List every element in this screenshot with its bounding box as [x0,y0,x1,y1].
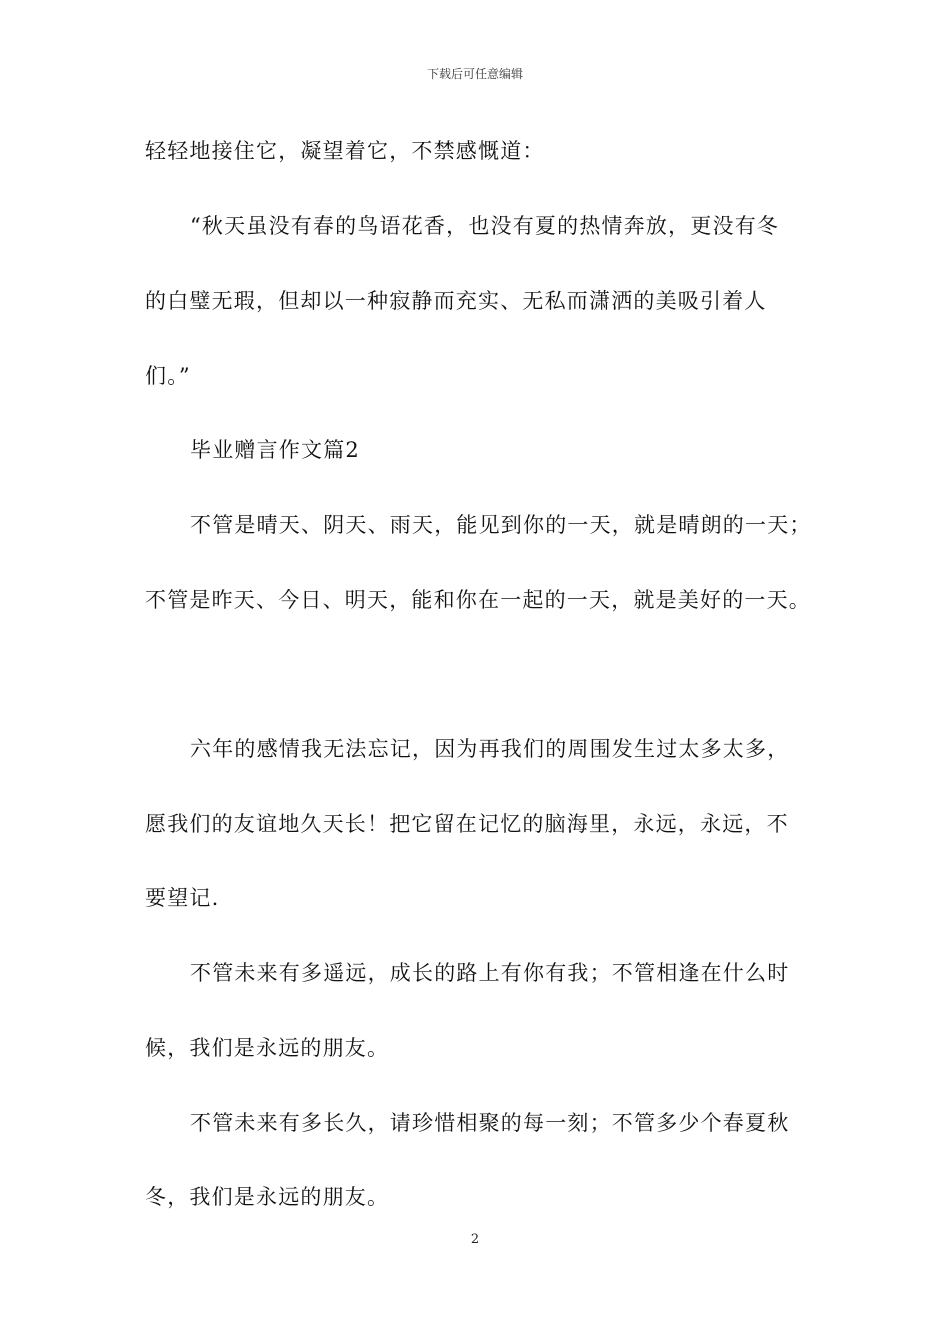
text-line: 不管是晴天、阴天、雨天，能见到你的一天，就是晴朗的一天； [190,513,812,537]
text-line: 轻轻地接住它，凝望着它，不禁感慨道： [145,139,545,163]
text-line: 候，我们是永远的朋友。 [145,1036,390,1060]
text-line: 的白璧无瑕，但却以一种寂静而充实、无私而潇洒的美吸引着人 [145,289,767,313]
text-line: 六年的感情我无法忘记，因为再我们的周围发生过太多太多， [190,737,790,761]
text-line: 要望记. [145,886,220,910]
text-line: 冬，我们是永远的朋友。 [145,1185,390,1209]
text-line: 们。” [145,364,191,388]
page-number: 2 [470,1232,480,1247]
text-line: 不管是昨天、今日、明天，能和你在一起的一天，就是美好的一天。 [145,588,811,612]
section-heading: 毕业赠言作文篇2 [190,438,360,462]
text-line: 不管未来有多遥远，成长的路上有你有我；不管相逢在什么时 [190,961,790,985]
text-line: “秋天虽没有春的鸟语花香，也没有夏的热情奔放，更没有冬 [190,214,780,238]
page-header: 下载后可任意编辑 [426,67,523,81]
text-line: 愿我们的友谊地久天长！把它留在记忆的脑海里，永远，永远，不 [145,812,789,836]
text-line: 不管未来有多长久，请珍惜相聚的每一刻；不管多少个春夏秋 [190,1111,790,1135]
